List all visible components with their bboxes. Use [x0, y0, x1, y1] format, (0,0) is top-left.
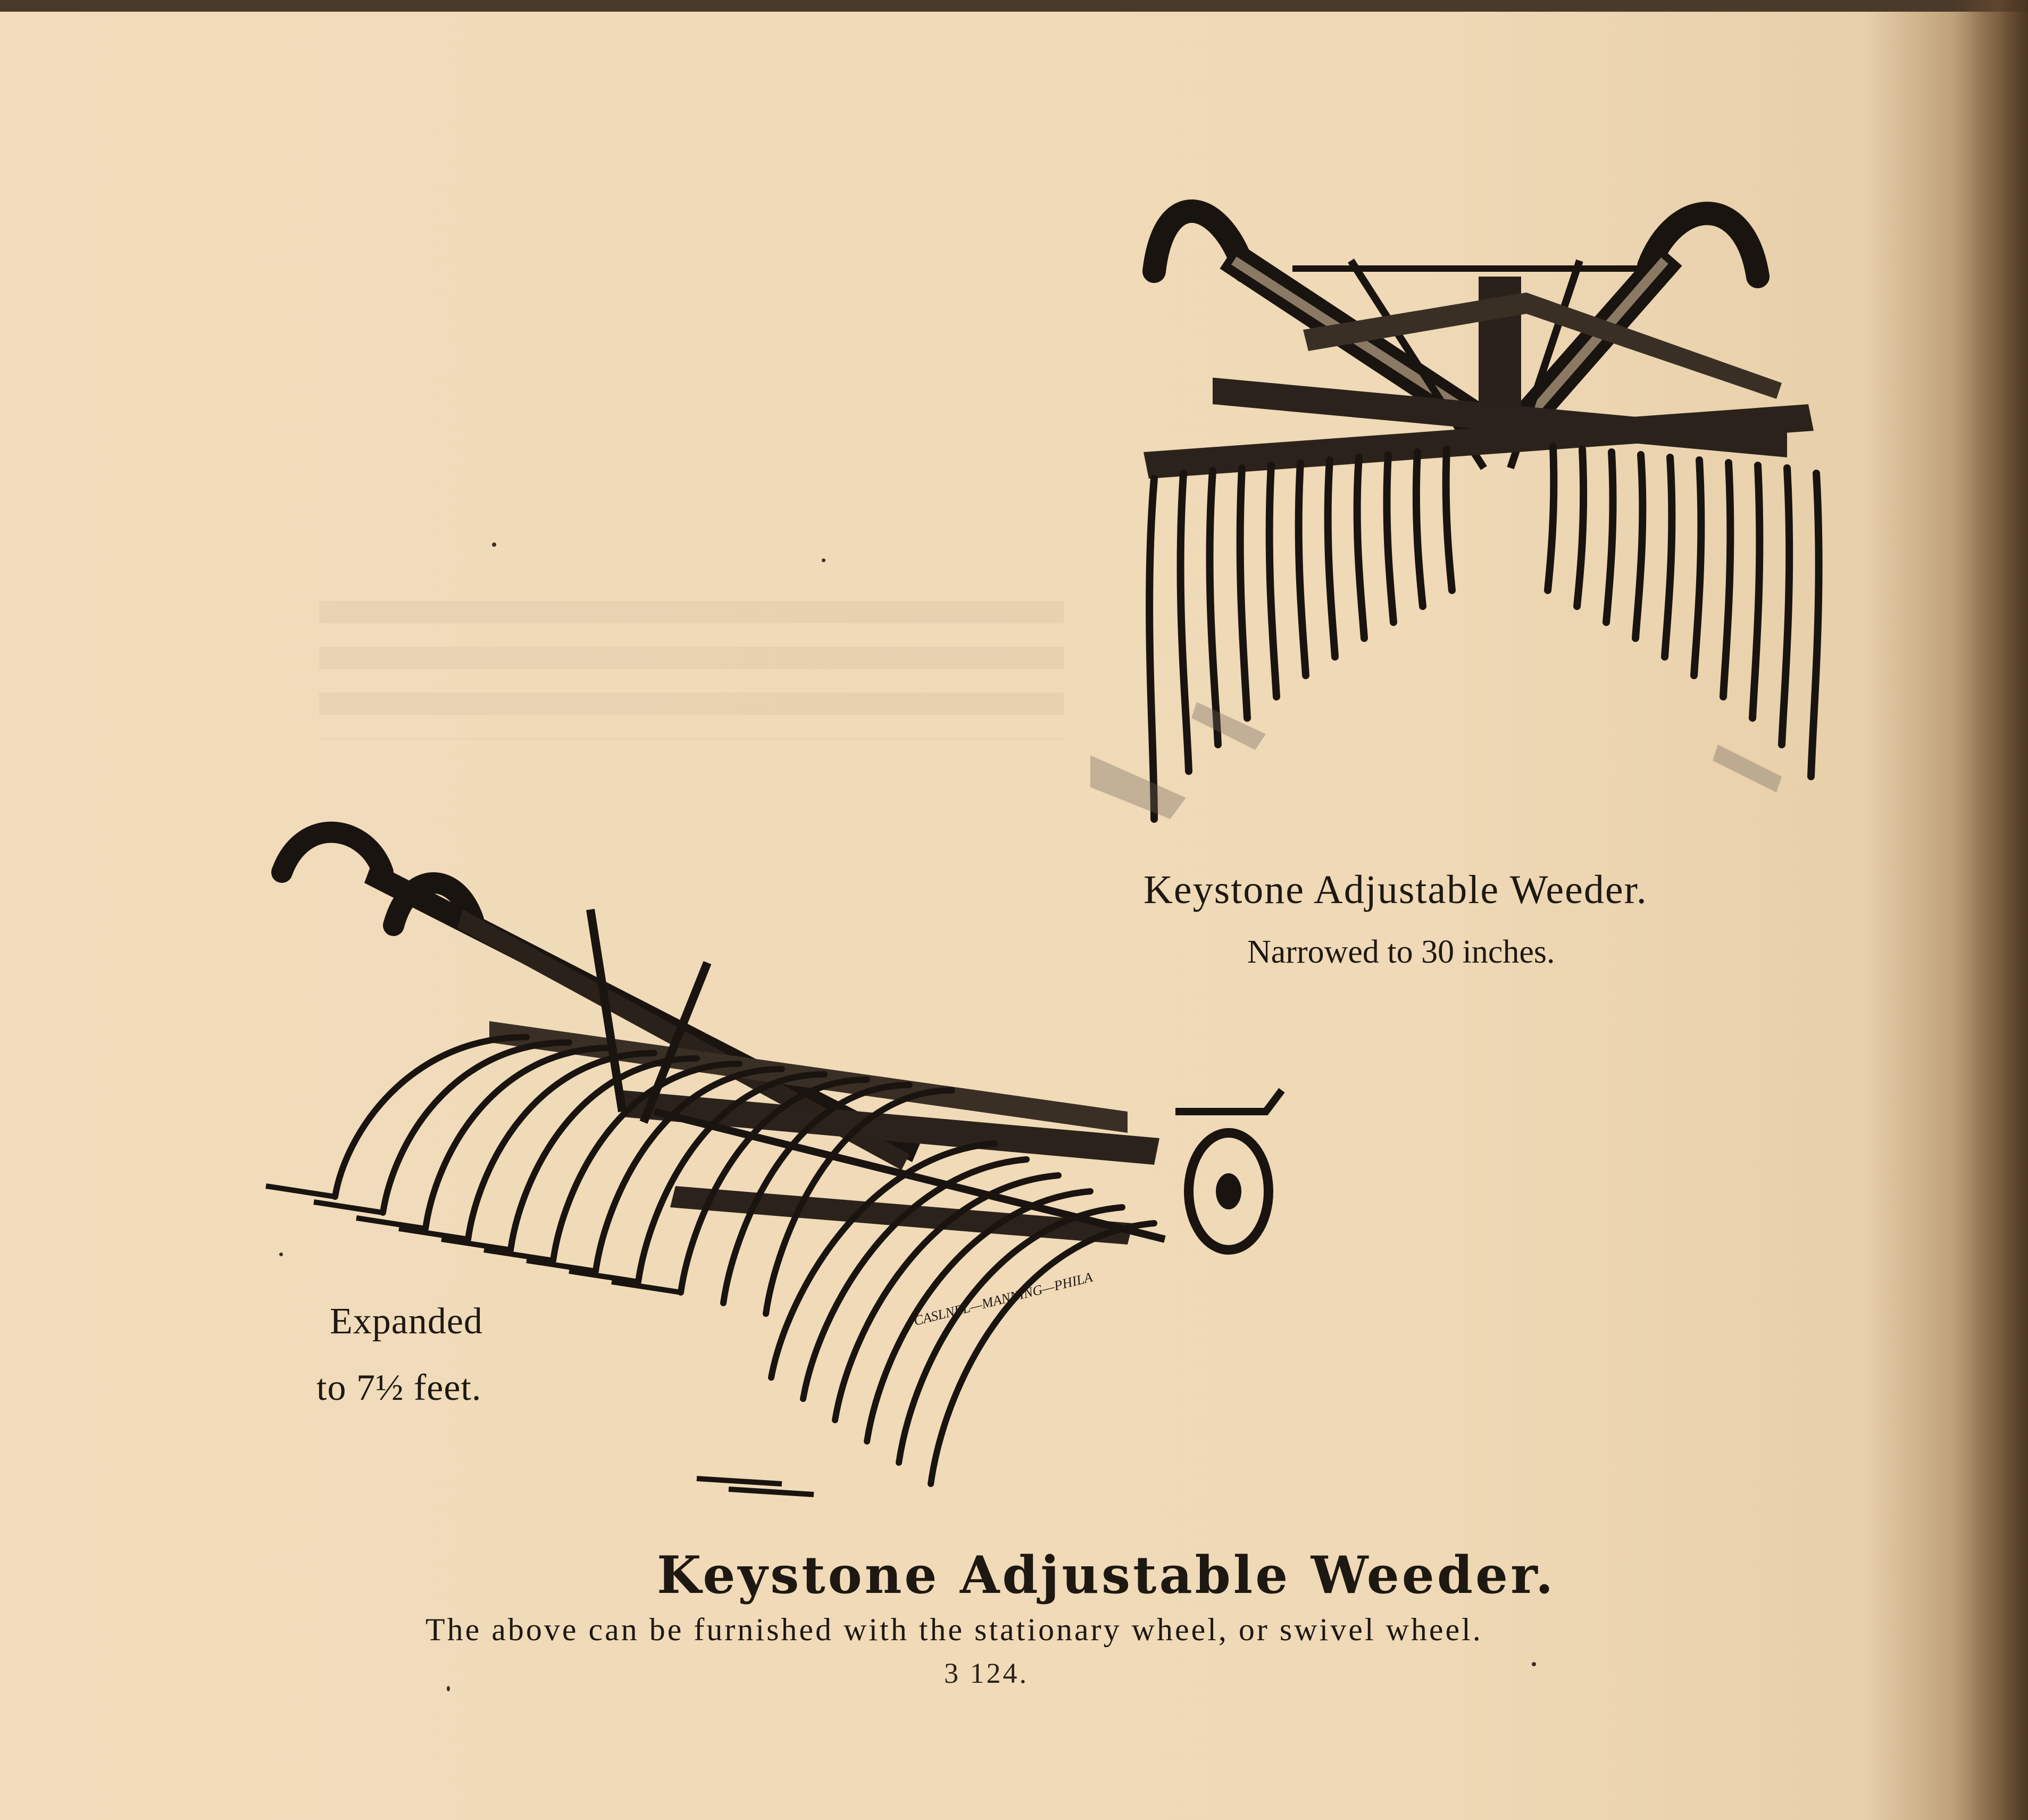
page-number: 3 124.: [944, 1657, 1029, 1689]
top-illustration-title: Keystone Adjustable Weeder.: [1144, 867, 1648, 912]
top-illustration-subtitle: Narrowed to 30 inches.: [1247, 934, 1555, 970]
binding-shadow: [1954, 0, 2028, 1820]
bleed-through-text: [319, 601, 1064, 739]
paper-speck: [1532, 1662, 1536, 1666]
page-top-edge: [0, 0, 2028, 12]
expanded-label-line2: to 7½ feet.: [316, 1367, 482, 1408]
expanded-label-line1: Expanded: [330, 1301, 483, 1342]
main-caption-subtitle: The above can be furnished with the stationary wheel, or swivel wheel.: [425, 1612, 1483, 1647]
paper-speck: [492, 542, 496, 547]
paper-speck: [279, 1253, 283, 1256]
paper-speck: [822, 558, 825, 562]
main-caption-title: Keystone Adjustable Weeder.: [657, 1545, 1556, 1605]
weeder-expanded-illustration: [250, 814, 1308, 1516]
weeder-narrowed-illustration: [1090, 181, 1856, 862]
paper-speck: [447, 1686, 450, 1691]
engraver-mark: CASLNEL—MANNING—PHILA: [912, 1269, 1095, 1329]
